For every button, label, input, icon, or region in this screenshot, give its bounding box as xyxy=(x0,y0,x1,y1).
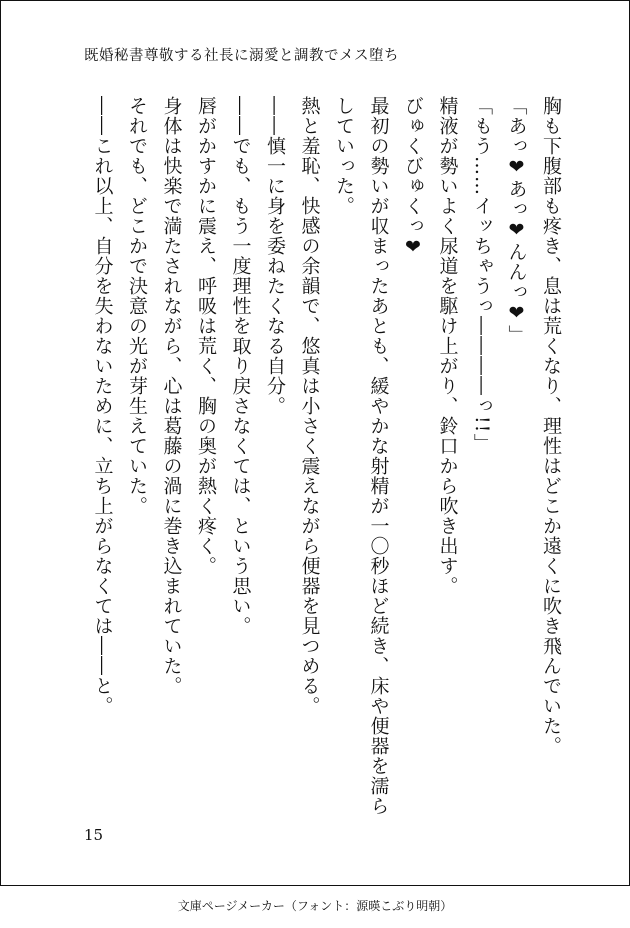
body-line: びゅくびゅくっ❤ xyxy=(402,96,424,259)
running-title: 既婚秘書尊敬する社長に溺愛と調教でメス堕ち xyxy=(84,48,399,64)
body-line: 熱と羞恥、快感の余韻で、悠真は小さく震えながら便器を見つめる。 xyxy=(298,96,321,716)
body-line: ――これ以上、自分を失わないために、立ち上がらなくては――と。 xyxy=(91,96,114,716)
body-line: ――慎一に身を委ねたくなる自分。 xyxy=(264,96,286,416)
page-number: 15 xyxy=(84,826,104,844)
body-text xyxy=(85,96,568,820)
body-line: ――でも、もう一度理性を取り戻さなくては、という思い。 xyxy=(229,96,252,636)
body-line: 唇がかすかに震え、呼吸は荒く、胸の奥が熱く疼く。 xyxy=(195,96,217,576)
body-line: それでも、どこかで決意の光が芽生えていた。 xyxy=(126,96,148,516)
body-line: 胸も下腹部も疼き、息は荒くなり、理性はどこか遠くに吹き飛んでいた。 xyxy=(540,96,562,756)
body-line: 「もう……イッちゃうっ――――っ!!」 xyxy=(471,96,493,454)
body-line: 身体は快楽で満たされながら、心は葛藤の渦に巻き込まれていた。 xyxy=(160,96,183,696)
footer-credit: 文庫ページメーカー（フォント：源暎こぶり明朝） xyxy=(177,899,453,913)
body-line: 最初の勢いが収まったあとも、緩やかな射精が一〇秒ほど続き、床や便器を濡らしていった。 xyxy=(333,96,390,816)
body-line: 精液が勢いよく尿道を駆け上がり、鈴口から吹き出す。 xyxy=(436,96,459,596)
body-line: 「あっ❤あっ❤んんっ❤」 xyxy=(505,96,528,345)
